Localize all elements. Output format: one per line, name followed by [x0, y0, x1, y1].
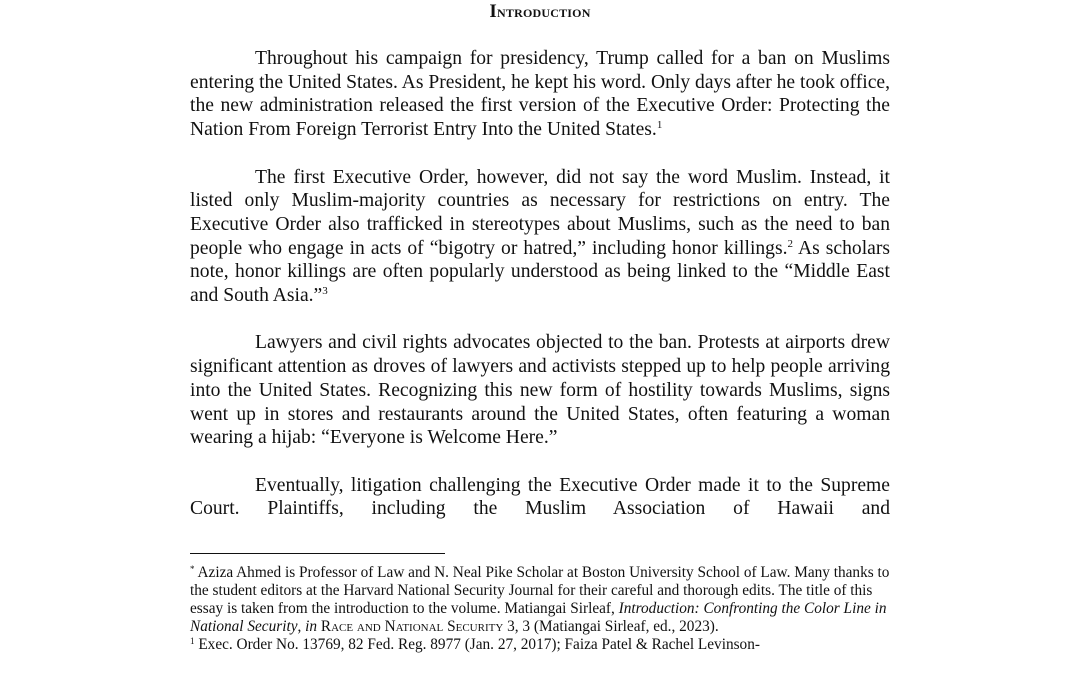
footnotes: [190, 564, 890, 654]
footnote-1-marker: 1: [190, 636, 195, 646]
footnote-star-text-c: 3, 3 (Matiangai Sirleaf, ed., 2023).: [503, 618, 719, 635]
footnote-star-in: in: [305, 618, 318, 635]
paragraph-1: [190, 47, 890, 142]
paragraph-2: [190, 166, 890, 308]
paragraph-3-text: Lawyers and civil rights advocates objected to the ban. Protests at airports drew significant attention as droves of lawyers and activists stepped up to help people arriving into the United States. Recognizing this new form of hostility towards Muslims, signs went up in stores and restaurants around the United States, often featuring a woman wearing a hijab: “Everyone is Welcome Here.”: [190, 332, 890, 449]
body-text: [190, 47, 890, 545]
footnote-1-text: Exec. Order No. 13769, 82 Fed. Reg. 8977 (Jan. 27, 2017); Faiza Patel & Rachel Levinson-: [194, 636, 760, 653]
footnote-ref-1[interactable]: 1: [656, 119, 663, 132]
paragraph-4-text: Eventually, litigation challenging the Executive Order made it to the Supreme Court. Plaintiffs, including the Muslim Association of Hawaii and: [190, 474, 890, 520]
paragraph-3: [190, 331, 890, 450]
footnote-star-text-b: ,: [297, 618, 306, 635]
section-heading: [0, 1, 1080, 23]
footnote-1: [190, 636, 890, 654]
footnote-star: [190, 564, 890, 636]
footnote-star-book: Race and National Security: [317, 618, 504, 635]
footnote-separator: [190, 553, 445, 554]
heading-initial: I: [489, 1, 498, 22]
paragraph-1-text: Throughout his campaign for presidency, Trump called for a ban on Muslims entering the United States. As President, he kept his word. Only days after he took office, the new administration released the first version of the Executive Order: Protecting the Nation From Foreign Terrorist Entry Into the United States.: [190, 48, 890, 141]
footnote-ref-2[interactable]: 2: [787, 237, 794, 250]
paragraph-4: [190, 474, 890, 521]
footnote-star-title: Introduction: Confronting the Color Line in National Security: [190, 600, 887, 635]
heading-rest: ntroduction: [497, 2, 591, 21]
footnote-ref-3[interactable]: 3: [322, 285, 328, 298]
paragraph-2-text-a: The first Executive Order, however, did not say the word Muslim. Instead, it listed only Muslim-majority countries as necessary for restrictions on entry. The Executive Order also trafficked in stereotypes about Muslims, such as the need to ban people who engage in acts of “bigotry or hatred,” including honor killings.: [190, 166, 890, 259]
footnote-star-marker: *: [190, 564, 195, 574]
paragraph-2-text-b: As scholars note, honor killings are often popularly understood as being linked to the “Middle East and South Asia.”: [190, 237, 890, 307]
footnote-star-text-a: Aziza Ahmed is Professor of Law and N. Neal Pike Scholar at Boston University School of Law. Many thanks to the student editors at the Harvard National Security Journal for their careful and thorough edits. The title of this essay is taken from the introduction to the volume. Matiangai Sirleaf,: [190, 564, 890, 617]
